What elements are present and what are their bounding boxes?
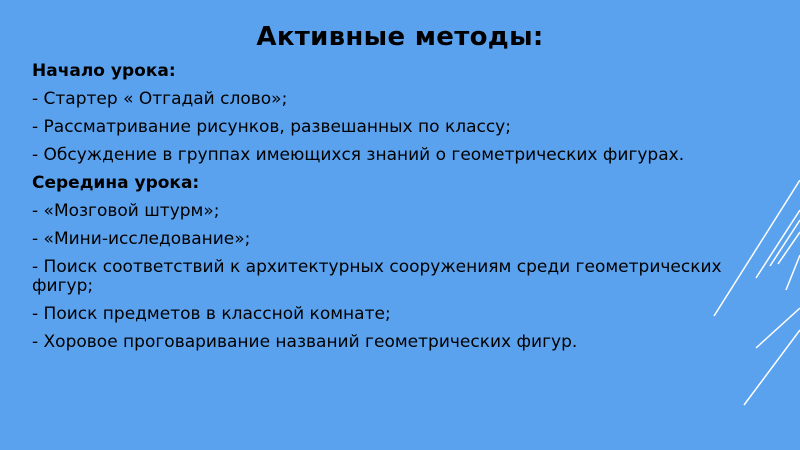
list-item: - Стартер « Отгадай слово»;	[32, 89, 288, 109]
list-item: - Хоровое проговаривание названий геометрических фигур.	[32, 332, 578, 352]
list-item: - «Мини-исследование»;	[32, 229, 251, 249]
list-item: - «Мозговой штурм»;	[32, 201, 220, 221]
slide-content	[32, 62, 722, 361]
section-heading: Середина урока:	[32, 173, 200, 193]
section-middle	[32, 174, 722, 352]
list-item: - Рассматривание рисунков, развешанных по классу;	[32, 117, 511, 137]
decorative-line	[756, 210, 800, 278]
list-item: - Обсуждение в группах имеющихся знаний о геометрических фигурах.	[32, 145, 685, 165]
decorative-line	[744, 330, 800, 405]
decorative-line	[770, 220, 800, 266]
decorative-line	[786, 255, 800, 290]
section-heading: Начало урока:	[32, 61, 176, 81]
list-item: - Поиск соответствий к архитектурных сооружениям среди геометрических фигур;	[32, 257, 722, 296]
decorative-line	[756, 308, 800, 348]
section-start	[32, 62, 722, 165]
slide-title: Активные методы:	[256, 22, 544, 52]
decorative-line	[714, 180, 800, 316]
list-item: - Поиск предметов в классной комнате;	[32, 304, 391, 324]
